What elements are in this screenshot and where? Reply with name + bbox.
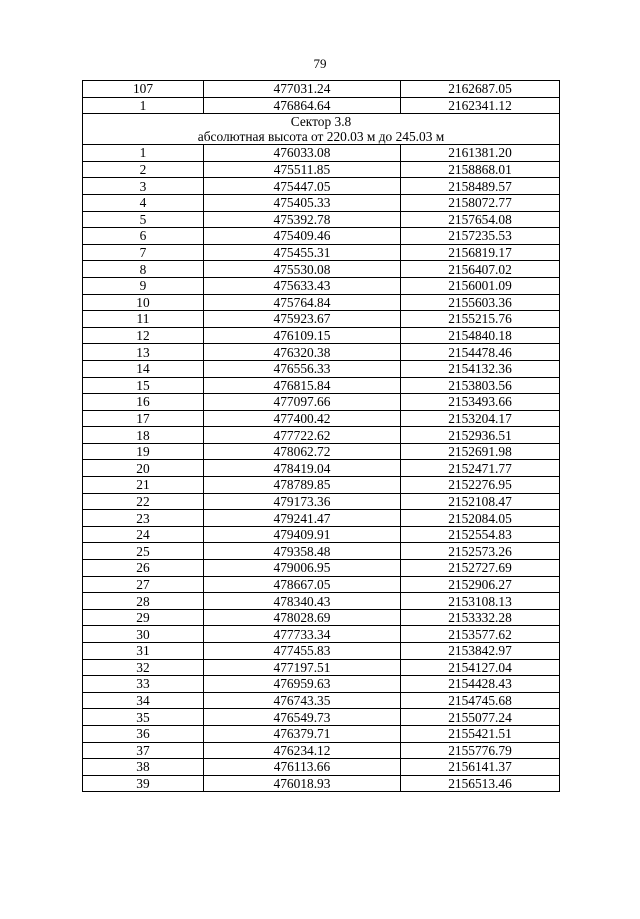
x-coordinate-cell: 476556.33 <box>204 360 401 377</box>
y-coordinate-cell: 2154428.43 <box>401 676 560 693</box>
point-number-cell: 35 <box>83 709 204 726</box>
x-coordinate-cell: 479241.47 <box>204 510 401 527</box>
point-number-cell: 33 <box>83 676 204 693</box>
y-coordinate-cell: 2152276.95 <box>401 477 560 494</box>
x-coordinate-cell: 476033.08 <box>204 145 401 162</box>
table-row <box>83 493 560 510</box>
point-number-cell: 2 <box>83 161 204 178</box>
x-coordinate-cell: 478340.43 <box>204 593 401 610</box>
table-row <box>83 477 560 494</box>
point-number-cell: 29 <box>83 609 204 626</box>
x-coordinate-cell: 478789.85 <box>204 477 401 494</box>
x-coordinate-cell: 476320.38 <box>204 344 401 361</box>
x-coordinate-cell: 476815.84 <box>204 377 401 394</box>
x-coordinate-cell: 477097.66 <box>204 394 401 411</box>
x-coordinate-cell: 475923.67 <box>204 311 401 328</box>
coordinates-table <box>82 80 560 792</box>
point-number-cell: 5 <box>83 211 204 228</box>
y-coordinate-cell: 2158489.57 <box>401 178 560 195</box>
x-coordinate-cell: 477722.62 <box>204 427 401 444</box>
x-coordinate-cell: 475455.31 <box>204 244 401 261</box>
table-row <box>83 261 560 278</box>
table-row <box>83 643 560 660</box>
y-coordinate-cell: 2156513.46 <box>401 775 560 792</box>
point-number-cell: 39 <box>83 775 204 792</box>
x-coordinate-cell: 479409.91 <box>204 526 401 543</box>
point-number-cell: 36 <box>83 725 204 742</box>
table-row <box>83 327 560 344</box>
table-row <box>83 742 560 759</box>
point-number-cell: 37 <box>83 742 204 759</box>
point-number-cell: 34 <box>83 692 204 709</box>
point-number-cell: 28 <box>83 593 204 610</box>
table-row <box>83 145 560 162</box>
y-coordinate-cell: 2153332.28 <box>401 609 560 626</box>
table-row <box>83 244 560 261</box>
point-number-cell: 18 <box>83 427 204 444</box>
point-number-cell: 12 <box>83 327 204 344</box>
sector-title: Сектор 3.8 <box>290 114 352 130</box>
x-coordinate-cell: 479006.95 <box>204 560 401 577</box>
table-row <box>83 759 560 776</box>
y-coordinate-cell: 2156141.37 <box>401 759 560 776</box>
x-coordinate-cell: 476109.15 <box>204 327 401 344</box>
page-number: 79 <box>313 56 327 71</box>
x-coordinate-cell: 476549.73 <box>204 709 401 726</box>
y-coordinate-cell: 2152691.98 <box>401 443 560 460</box>
x-coordinate-cell: 478028.69 <box>204 609 401 626</box>
table-row <box>83 510 560 527</box>
y-coordinate-cell: 2154478.46 <box>401 344 560 361</box>
point-number-cell: 26 <box>83 560 204 577</box>
sector-header-row <box>83 114 560 145</box>
table-row <box>83 377 560 394</box>
x-coordinate-cell: 478419.04 <box>204 460 401 477</box>
x-coordinate-cell: 477733.34 <box>204 626 401 643</box>
point-number-cell: 9 <box>83 277 204 294</box>
point-number-cell: 25 <box>83 543 204 560</box>
point-number-cell: 15 <box>83 377 204 394</box>
table-row <box>83 775 560 792</box>
y-coordinate-cell: 2155077.24 <box>401 709 560 726</box>
x-coordinate-cell: 476113.66 <box>204 759 401 776</box>
y-coordinate-cell: 2154745.68 <box>401 692 560 709</box>
table-rows-before <box>83 81 560 114</box>
table-row <box>83 609 560 626</box>
point-number-cell: 3 <box>83 178 204 195</box>
point-number-cell: 32 <box>83 659 204 676</box>
point-number-cell: 19 <box>83 443 204 460</box>
point-number-cell: 4 <box>83 194 204 211</box>
x-coordinate-cell: 477197.51 <box>204 659 401 676</box>
point-number-cell: 22 <box>83 493 204 510</box>
y-coordinate-cell: 2155421.51 <box>401 725 560 742</box>
x-coordinate-cell: 476379.71 <box>204 725 401 742</box>
x-coordinate-cell: 476743.35 <box>204 692 401 709</box>
y-coordinate-cell: 2157235.53 <box>401 228 560 245</box>
sector-header-group <box>83 114 560 145</box>
table-row <box>83 228 560 245</box>
y-coordinate-cell: 2155215.76 <box>401 311 560 328</box>
y-coordinate-cell: 2157654.08 <box>401 211 560 228</box>
y-coordinate-cell: 2153108.13 <box>401 593 560 610</box>
table-row <box>83 676 560 693</box>
table-row <box>83 311 560 328</box>
y-coordinate-cell: 2152727.69 <box>401 560 560 577</box>
point-number-cell: 6 <box>83 228 204 245</box>
y-coordinate-cell: 2152108.47 <box>401 493 560 510</box>
table-row <box>83 394 560 411</box>
table-row <box>83 576 560 593</box>
y-coordinate-cell: 2152554.83 <box>401 526 560 543</box>
y-coordinate-cell: 2156819.17 <box>401 244 560 261</box>
x-coordinate-cell: 476018.93 <box>204 775 401 792</box>
table-row <box>83 725 560 742</box>
point-number-cell: 31 <box>83 643 204 660</box>
x-coordinate-cell: 478062.72 <box>204 443 401 460</box>
y-coordinate-cell: 2153842.97 <box>401 643 560 660</box>
table-row <box>83 410 560 427</box>
x-coordinate-cell: 475447.05 <box>204 178 401 195</box>
point-number-cell: 23 <box>83 510 204 527</box>
table-row <box>83 277 560 294</box>
x-coordinate-cell: 475511.85 <box>204 161 401 178</box>
y-coordinate-cell: 2161381.20 <box>401 145 560 162</box>
point-number-cell: 14 <box>83 360 204 377</box>
table-row <box>83 427 560 444</box>
point-number-cell: 1 <box>83 97 204 114</box>
point-number-cell: 8 <box>83 261 204 278</box>
point-number-cell: 21 <box>83 477 204 494</box>
y-coordinate-cell: 2153577.62 <box>401 626 560 643</box>
point-number-cell: 11 <box>83 311 204 328</box>
y-coordinate-cell: 2153493.66 <box>401 394 560 411</box>
point-number-cell: 7 <box>83 244 204 261</box>
x-coordinate-cell: 475530.08 <box>204 261 401 278</box>
point-number-cell: 20 <box>83 460 204 477</box>
y-coordinate-cell: 2152084.05 <box>401 510 560 527</box>
x-coordinate-cell: 476234.12 <box>204 742 401 759</box>
x-coordinate-cell: 476959.63 <box>204 676 401 693</box>
point-number-cell: 17 <box>83 410 204 427</box>
table-row <box>83 460 560 477</box>
point-number-cell: 38 <box>83 759 204 776</box>
table-row <box>83 526 560 543</box>
table-row <box>83 692 560 709</box>
y-coordinate-cell: 2156001.09 <box>401 277 560 294</box>
x-coordinate-cell: 479173.36 <box>204 493 401 510</box>
table-row <box>83 659 560 676</box>
table-row <box>83 81 560 98</box>
x-coordinate-cell: 476864.64 <box>204 97 401 114</box>
table-row <box>83 194 560 211</box>
y-coordinate-cell: 2154127.04 <box>401 659 560 676</box>
table-row <box>83 543 560 560</box>
x-coordinate-cell: 475633.43 <box>204 277 401 294</box>
table-row <box>83 709 560 726</box>
y-coordinate-cell: 2154132.36 <box>401 360 560 377</box>
y-coordinate-cell: 2152936.51 <box>401 427 560 444</box>
point-number-cell: 1 <box>83 145 204 162</box>
table-row <box>83 178 560 195</box>
y-coordinate-cell: 2154840.18 <box>401 327 560 344</box>
y-coordinate-cell: 2152573.26 <box>401 543 560 560</box>
point-number-cell: 107 <box>83 81 204 98</box>
y-coordinate-cell: 2153803.56 <box>401 377 560 394</box>
table-row <box>83 211 560 228</box>
y-coordinate-cell: 2155603.36 <box>401 294 560 311</box>
y-coordinate-cell: 2152906.27 <box>401 576 560 593</box>
x-coordinate-cell: 475409.46 <box>204 228 401 245</box>
table-row <box>83 626 560 643</box>
y-coordinate-cell: 2156407.02 <box>401 261 560 278</box>
point-number-cell: 16 <box>83 394 204 411</box>
table-rows <box>83 145 560 792</box>
sector-subtitle: абсолютная высота от 220.03 м до 245.03 м <box>197 129 445 145</box>
table-row <box>83 97 560 114</box>
sector-header-cell <box>83 114 560 145</box>
table-row <box>83 360 560 377</box>
x-coordinate-cell: 475405.33 <box>204 194 401 211</box>
y-coordinate-cell: 2158072.77 <box>401 194 560 211</box>
point-number-cell: 24 <box>83 526 204 543</box>
table-row <box>83 161 560 178</box>
x-coordinate-cell: 477031.24 <box>204 81 401 98</box>
point-number-cell: 27 <box>83 576 204 593</box>
y-coordinate-cell: 2152471.77 <box>401 460 560 477</box>
point-number-cell: 10 <box>83 294 204 311</box>
y-coordinate-cell: 2158868.01 <box>401 161 560 178</box>
y-coordinate-cell: 2162341.12 <box>401 97 560 114</box>
x-coordinate-cell: 477400.42 <box>204 410 401 427</box>
x-coordinate-cell: 475764.84 <box>204 294 401 311</box>
x-coordinate-cell: 478667.05 <box>204 576 401 593</box>
table-row <box>83 560 560 577</box>
x-coordinate-cell: 475392.78 <box>204 211 401 228</box>
point-number-cell: 13 <box>83 344 204 361</box>
table-row <box>83 294 560 311</box>
y-coordinate-cell: 2162687.05 <box>401 81 560 98</box>
x-coordinate-cell: 477455.83 <box>204 643 401 660</box>
y-coordinate-cell: 2153204.17 <box>401 410 560 427</box>
point-number-cell: 30 <box>83 626 204 643</box>
table-row <box>83 344 560 361</box>
y-coordinate-cell: 2155776.79 <box>401 742 560 759</box>
table-row <box>83 443 560 460</box>
table-row <box>83 593 560 610</box>
x-coordinate-cell: 479358.48 <box>204 543 401 560</box>
